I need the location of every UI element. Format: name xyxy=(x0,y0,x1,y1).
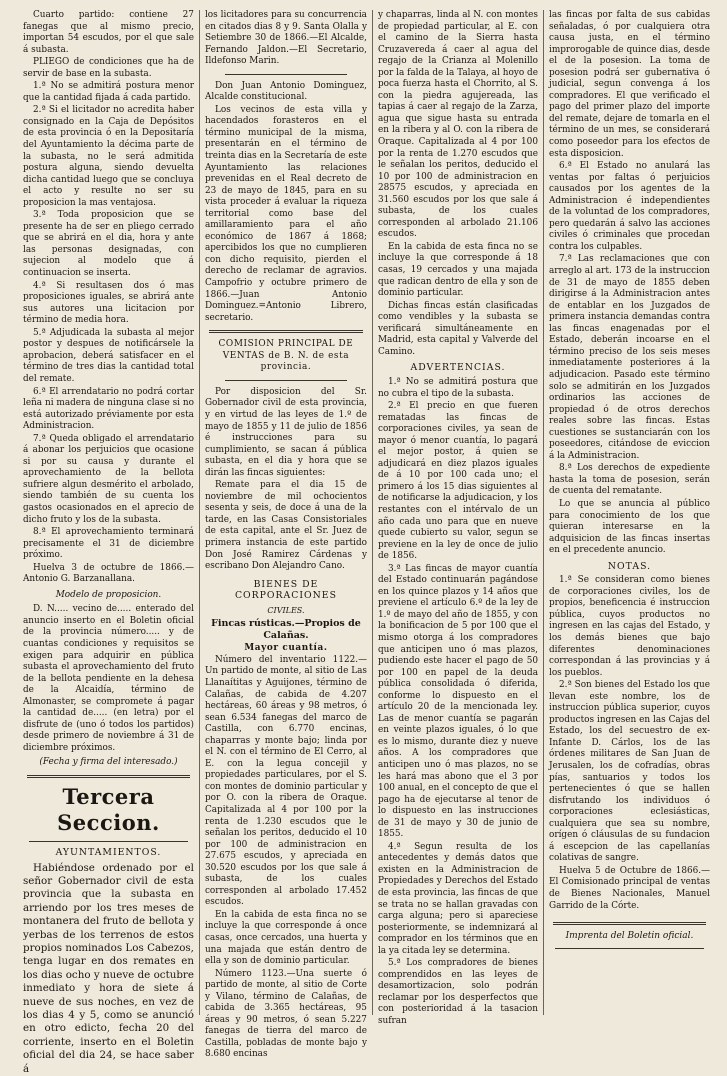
divider xyxy=(27,775,190,778)
paragraph: Dichas fincas están clasificadas como vendibles y la subasta se verificará simultáneamente en Madrid, esta capital y Valverde del Camino. xyxy=(377,300,538,357)
divider xyxy=(209,330,363,333)
advertencia-item: 2.ª El precio en que fueren rematadas las fincas de corporaciones civiles, ya sean de mayor ó menor cuantía, lo pagará el mejor postor, á quien se adjudicará en diez plazos iguales de á 10 por 100 cada uno; el primero á los 15 dias siguientes al de notificarse la adjudicacion, y los restantes con el intérvalo de un año cada uno para que en nueve quede cubierto su valor, segun se previene en la ley de once de julio de 1856. xyxy=(377,401,538,562)
section-text: Habiéndose ordenado por el señor Gobernador civil de esta provincia que la subasta en arriendo por los tres meses de montanera del fruto de bellota y yerbas de los terrenos de estos propios nominados Los Cabezos, tenga lugar en dos remates en los dias ocho y nueve de octubre inmediato y hora de siete á nueve de sus noches, en vez de los dias 4 y 5, como se anunció en otro edicto, fecha 20 del corriente, inserto en el Boletin oficial del dia 24, se hace saber á xyxy=(23,861,194,1075)
paragraph: Cuarto partido: contiene 27 fanegas que al mismo precio, importan 54 escudos, por el que sale á subasta. xyxy=(23,10,194,55)
paragraph: Los vecinos de esta villa y hacendados forasteros en el término municipal de la misma, presentarán en el término de treinta dias en la Secretaría de este Ayuntamiento las relaciones prevenidas en el Real decreto de 23 de mayo de 1845, para en su vista proceder á evaluar la riqueza territorial como base del amillaramiento para el año económico de 1867 á 1868; apercibidos los que no cumplieren con dicho requisito, pierden el derecho de reclamar de agravios. Campofrio y octubre primero de 1866.—Juan Antonio Dominguez.=Antonio Librero, secretario. xyxy=(204,104,367,323)
imprenta-line: Imprenta del Boletin oficial. xyxy=(565,931,694,942)
column-1 xyxy=(18,10,199,1075)
column-4 xyxy=(543,10,715,1015)
divider xyxy=(29,841,188,842)
paragraph: Lo que se anuncia al público para conocimiento de los que quieran interesarse en la adquisicion de las fincas insertas en el precedente anuncio. xyxy=(548,498,710,556)
condition-item: 7.ª Queda obligado el arrendatario á abonar los perjuicios que ocasione si por su causa y durante el aprovechamiento de la bellota sufriere algun desmérito el arbolado, siendo también de su cuenta los gastos ocasionados en el aprecio de dicho fruto y los de la subasta. xyxy=(23,433,194,525)
condition-item: 4.ª Si resultasen dos ó mas proposiciones iguales, se abrirá ante sus autores una licitacion por término de media hora. xyxy=(23,280,194,326)
paragraph: y chaparras, linda al N. con montes de propiedad particular, al E. con el camino de la Sierra hasta Cruzavereda á caer al agua del regajo de la Crianza al Molenillo por la falda de la Talaya, al hoyo de poca fuerza hasta el Chorrito, al S. con la piedra agujereada, las tapias á caer al regajo de la Zarza, agua que sigue hasta su entrada en la ribera y al O. con la ribera de Oraque. Capitalizada al 4 por 100 por la renta de 1.270 escudos que le señalan los peritos, deducido el 10 por 100 de administracion en 28575 escudos, y apreciada en 31.560 escudos por los que sale á subasta, de los cuales corresponden al arbolado 21.106 escudos. xyxy=(377,10,538,240)
paragraph: Por disposicion del Sr. Gobernador civil de esta provincia, y en virtud de las leyes de 1.º de mayo de 1855 y 11 de julio de 1856 é instrucciones para su cumplimiento, se sacan á pública subasta, en el dia y hora que se dirán las fincas siguientes: xyxy=(204,386,367,478)
column-3 xyxy=(372,10,543,1027)
bienes-subheading: CIVILES. xyxy=(267,605,305,615)
paragraph: En la cabida de esta finca no se incluye la que corresponde á once casas, once cercados, una huerta y una majada que están dentro de ella y son de dominio particular. xyxy=(204,909,367,967)
advertencia-item: 5.ª Los compradores de bienes comprendidos en las leyes de desamortizacion, solo podrán reclamar por los desperfectos que con posterioridad á la tasacion sufran xyxy=(377,958,538,1027)
advertencia-item: 7.ª Las reclamaciones que con arreglo al art. 173 de la instruccion de 31 de mayo de 1855 deben dirigirse á la Administracion antes de entablar en los Juzgados de primera instancia demandas contra las fincas enagenadas por el Estado, deberán incoarse en el término preciso de los seis meses inmediatamente posteriores á la adjudicacion. Pasado este término solo se admitirán en los Juzgados ordinarios las acciones de propiedad ó de otros derechos reales sobre las fincas. Estas cuestiones se sustanciarán con los poseedores, citándose de eviccion á la Administracion. xyxy=(548,254,710,461)
property-entry: Número del inventario 1122.—Un partido de monte, al sitio de Las Llanaítitas y Aguijones, término de Calañas, de cabida de 4.207 hectáreas, 60 áreas y 98 metros, ó sean 6.534 fanegas del marco de Castilla, con 6.770 encinas, chaparras y monte bajo; linda por el N. con el término de El Cerro, al E. con la legua concejil y propiedades particulares, por el S. con montes de dominio particular y por O. con la ribera de Oraque. Capitalizada al 4 por 100 por la renta de 1.230 escudos que le señalan los peritos, deducido el 10 por 100 de administracion en 27.675 escudos, y apreciada en 30.520 escudos por los que sale á subasta, de los cuales corresponden al arbolado 17.452 escudos. xyxy=(204,654,367,908)
condition-item: 2.ª Si el licitador no acredita haber consignado en la Caja de Depósitos de esta provincia ó en la Depositaría del Ayuntamiento la décima parte de la subasta, no le será admitida postura alguna, siendo devuelta dicha cantidad luego que se concluya el acto y resulte no ser su proposicion la mas ventajosa. xyxy=(23,105,194,208)
model-text: D. N..... vecino de..... enterado del anuncio inserto en el Boletin oficial de la provincia número..... y de cuantas condiciones y requisitos se exigen para adquirir en pública subasta el aprovechamiento del fruto de la bellota pendiente en la dehesa de la Alcaidía, término de Almonaster, se compromete á pagar la cantidad de..... (en letra) por el disfrute de (uno ó todos los partidos) desde primero de noviembre á 31 de diciembre próximos. xyxy=(23,604,194,753)
nota-item: 2.ª Son bienes del Estado los que llevan este nombre, los de instruccion pública superior, cuyos productos ingresen en las Cajas del Estado, los del secuestro de ex-Infante D. Cárlos, los de las órdenes militares de San Juan de Jerusalen, los de cofradías, obras pías, santuarios y todos los pertenecientes ó que se hallen disfrutando los individuos ó corporaciones eclesiásticas, cualquiera que sea su nombre, orígen ó cláusulas de su fundacion á escepcion de las capellanías colativas de sangre. xyxy=(548,680,710,864)
paragraph: Remate para el dia 15 de noviembre de mil ochocientos sesenta y seis, de doce á una de la tarde, en las Casas Consistoriales de esta capital, ante el Sr. Juez de primera instancia de este partido Don José Ramirez Cárdenas y escribano Don Alejandro Cano. xyxy=(204,480,367,572)
property-entry: Número 1123.—Una suerte ó partido de monte, al sitio de Corte y Vilano, término de Calañas, de cabida de 3.365 hectáreas, 95 áreas y 90 metros, ó sean 5.227 fanegas de tierra del marco de Castilla, pobladas de monte bajo y 8.680 encinas xyxy=(204,968,367,1060)
section-title: Tercera Seccion. xyxy=(57,784,160,835)
model-signature-note: (Fecha y firma del interesado.) xyxy=(39,757,178,768)
condition-item: 8.ª El aprovechamiento terminará precisamente el 31 de diciembre próximo. xyxy=(23,527,194,561)
section-subtitle: AYUNTAMIENTOS. xyxy=(55,847,162,858)
condition-item: 3.ª Toda proposicion que se presente ha de ser en pliego cerrado que se abrirá en el dia, hora y ante las personas designadas, con sujecion al modelo que á continuacion se inserta. xyxy=(23,210,194,279)
notice-heading: Don Juan Antonio Dominguez, Alcalde constitucional. xyxy=(204,80,367,103)
condition-item: 1.ª No se admitirá postura menor que la cantidad fijada á cada partido. xyxy=(23,81,194,103)
divider xyxy=(225,74,347,75)
advertencia-item: 1.ª No se admitirá postura que no cubra el tipo de la subasta. xyxy=(377,376,538,399)
condition-item: 6.ª El arrendatario no podrá cortar leña ni madera de ninguna clase si no está autorizado préviamente por esta Administracion. xyxy=(23,386,194,432)
commission-heading: COMISION PRINCIPAL DE VENTAS de B. N. de esta provincia. xyxy=(218,339,354,373)
divider xyxy=(555,948,704,949)
advertencia-item: 3.ª Las fincas de mayor cuantía del Estado continuarán pagándose en los quince plazos y 14 años que previene el artículo 6.º de la ley de 1.º de mayo del año de 1855, y con la bonificacion de 5 por 100 que el mismo otorga á los compradores que anticipen uno ó mas plazos, pudiendo este hacer el pago de 50 por 100 en papel de la deuda pública consolidada ó diferida, conforme lo dispuesto en el artículo 20 de la mencionada ley. Las de menor cuantía se pagarán en veinte plazos iguales, ó lo que es lo mismo, durante diez y nueve años. A los compradores que anticipen uno ó mas plazos, no se les hará mas abono que el 3 por 100 anual, en el concepto de que el pago ha de ejecutarse al tenor de lo dispuesto en las instrucciones de 31 de mayo y 30 de junio de 1855. xyxy=(377,563,538,840)
fincas-heading: Fincas rústicas.—Propios de Calañas. xyxy=(211,618,361,641)
advertencias-heading: ADVERTENCIAS. xyxy=(410,362,506,374)
conditions-heading: PLIEGO de condiciones que ha de servir de base en la subasta. xyxy=(23,57,194,79)
model-title: Modelo de proposicion. xyxy=(55,589,162,600)
advertencia-item: 6.ª El Estado no anulará las ventas por faltas ó perjuicios causados por los agentes de la Administracion é independientes de la voluntad de los compradores, pero quedarán á salvo las acciones civiles ó criminales que procedan contra los culpables. xyxy=(548,161,710,252)
advertencia-item: 4.ª Segun resulta de los antecedentes y demás datos que existen en la Administracion de Propiedades y Derechos del Estado de esta provincia, las fincas de que se trata no se hallan gravadas con carga alguna; pero si apareciese posteriormente, se indemnizará al comprador en los términos que en la ya citada ley se determina. xyxy=(377,841,538,956)
bienes-heading: BIENES DE CORPORACIONES xyxy=(234,578,337,602)
notas-heading: NOTAS. xyxy=(607,560,652,572)
paragraph: los licitadores para su concurrencia en citados dias 8 y 9. Santa Olalla y Setiembre 30 de 1866.—El Alcalde, Fernando Jaldon.—El Secretario, Ildefonso Marin. xyxy=(204,10,367,67)
paragraph: las fincas por falta de sus cabidas señaladas, ó por cualquiera otra causa justa, en el término improrogable de quince dias, desde el de la posesion. La toma de posesion podrá ser gubernativa ó judicial, segun convenga á los compradores. El que verificado el pago del primer plazo del importe del remate, dejare de tomarla en el término de un mes, se considerará como poseedor para los efectos de esta disposicion. xyxy=(548,10,710,159)
divider xyxy=(553,922,706,925)
nota-item: 1.ª Se consideran como bienes de corporaciones civiles, los de propios, beneficencia é instruccion pública, cuyos productos no ingresen en las cajas del Estado, y los demás bienes que bajo diferentes denominaciones correspondan á las provincias y á los pueblos. xyxy=(548,575,710,678)
advertencia-item: 8.ª Los derechos de expediente hasta la toma de posesion, serán de cuenta del rematante. xyxy=(548,463,710,497)
divider xyxy=(225,380,347,381)
condition-item: 5.ª Adjudicada la subasta al mejor postor y despues de notificársele la aprobacion, deberá satisfacer en el término de tres dias la cantidad total del remate. xyxy=(23,327,194,384)
date-signature: Huelva 3 de octubre de 1866.—Antonio G. Barzanallana. xyxy=(23,562,194,585)
date-signature: Huelva 5 de Octubre de 1866.—El Comisionado principal de ventas de Bienes Nacionales, Manuel Garrido de la Córte. xyxy=(548,865,710,911)
column-2 xyxy=(199,10,372,1060)
mayor-cuantia: Mayor cuantía. xyxy=(244,643,328,654)
paragraph: En la cabida de esta finca no se incluye la que corresponde á 18 casas, 19 cercados y una majada que radican dentro de ella y son de dominio particular. xyxy=(377,241,538,299)
